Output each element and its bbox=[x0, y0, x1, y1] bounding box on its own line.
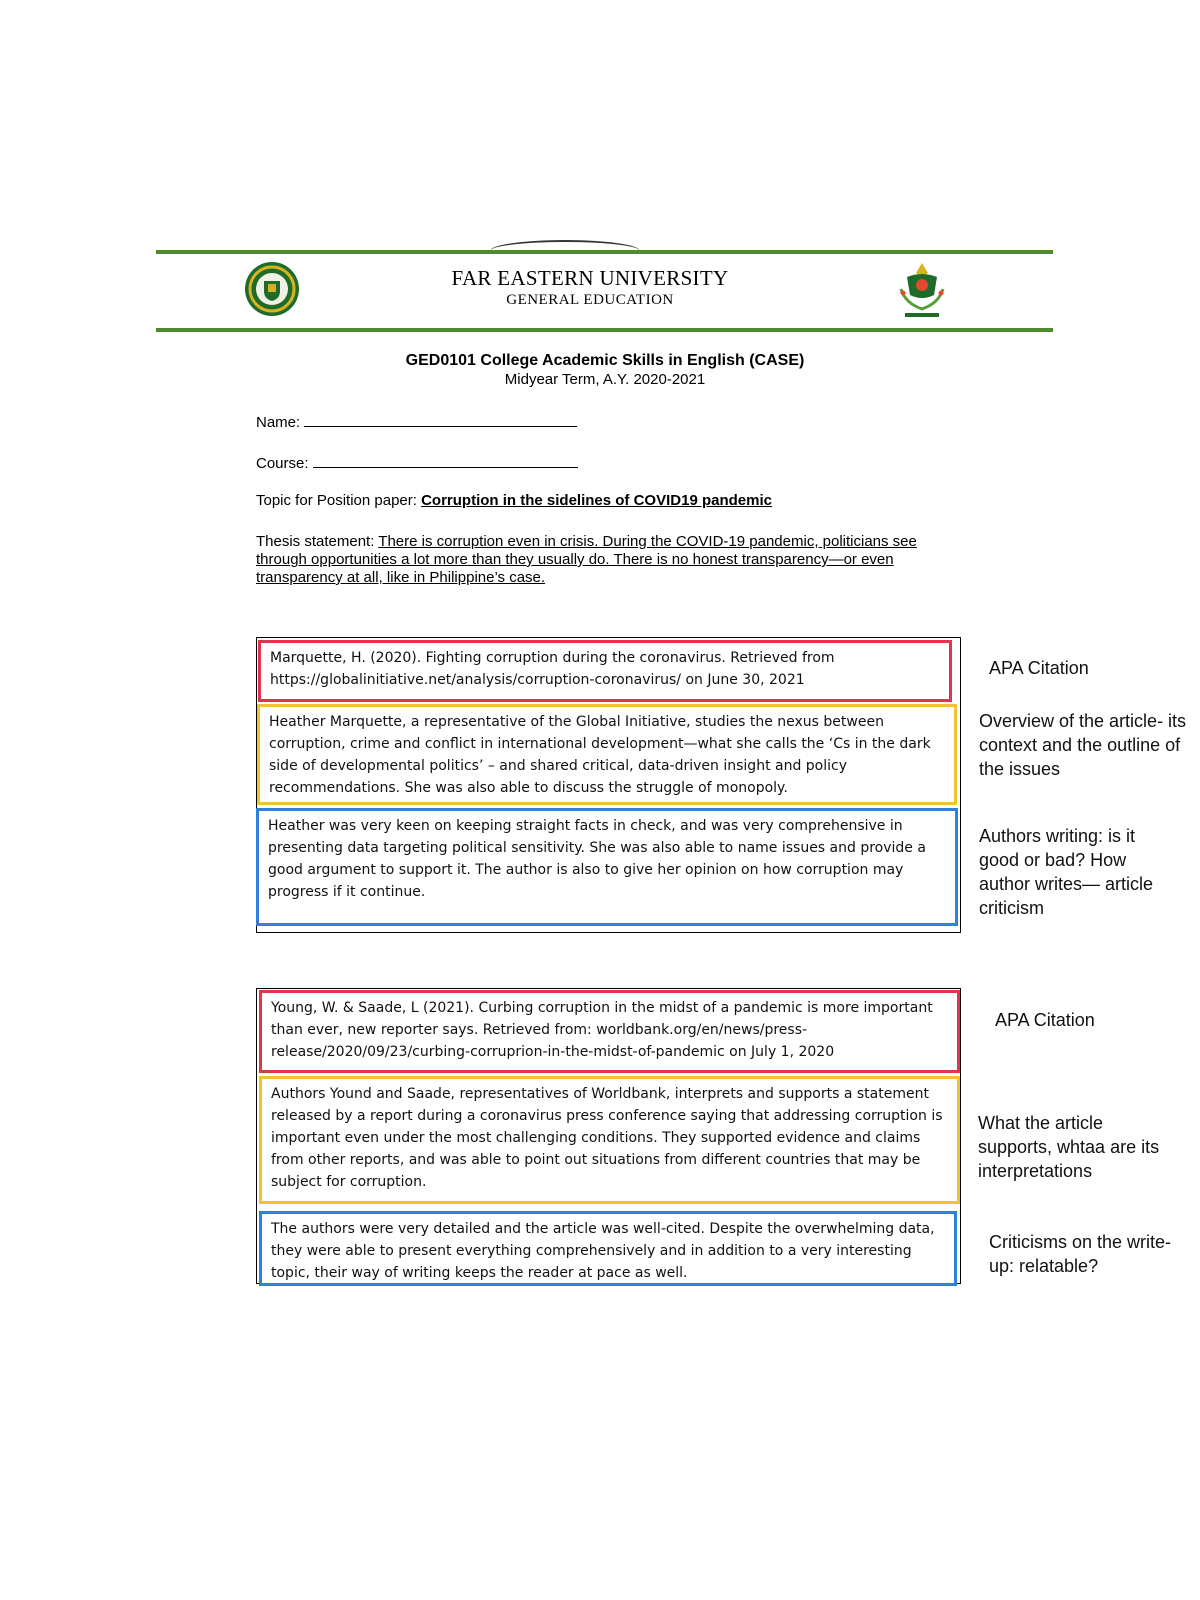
general-education-logo bbox=[893, 259, 951, 321]
source1-citation-box: Marquette, H. (2020). Fighting corruption during the coronavirus. Retrieved from https://globalinitiative.net/analysis/corruption-coronavirus/ on June 30, 2021 bbox=[258, 640, 952, 702]
note-overview-1: Overview of the article- its context and the outline of the issues bbox=[979, 711, 1187, 779]
course-term: Midyear Term, A.Y. 2020-2021 bbox=[504, 371, 706, 388]
source1-critique-box: Heather was very keen on keeping straight facts in check, and was very comprehensive in presenting data targeting political sensitivity. She was also able to name issues and provide a good argument to support it. The author is also to give her opinion on how corruption may progress if it continue. bbox=[256, 808, 958, 926]
source2-critique-box: The authors were very detailed and the article was well-cited. Despite the overwhelming data, they were able to present everything comprehensively and in addition to a very interesting topic, their way of writing keeps the reader at pace as well. bbox=[259, 1211, 957, 1286]
note-apa-citation-1: APA Citation bbox=[989, 658, 1089, 678]
course-field bbox=[256, 453, 578, 472]
thesis-value: There is corruption even in crisis. During the COVID-19 pandemic, politicians see through opportunities a lot more than they usually do. There is no honest transparency—or even transparency at all, like in Philippine’s case. bbox=[256, 533, 917, 586]
note-critique-2: Criticisms on the write-up: relatable? bbox=[989, 1232, 1172, 1276]
source2-overview-box: Authors Yound and Saade, representatives of Worldbank, interprets and supports a statement released by a report during a coronavirus press conference saying that addressing corruption is important even under the most challenging conditions. They supported evidence and claims from other reports, and was able to point out situations from different countries that may be subject for corruption. bbox=[259, 1076, 960, 1204]
note-apa-citation-2: APA Citation bbox=[995, 1010, 1095, 1030]
name-label: Name: bbox=[256, 414, 301, 431]
source2-citation-box: Young, W. & Saade, L (2021). Curbing corruption in the midst of a pandemic is more important than ever, new reporter says. Retrieved from: worldbank.org/en/news/press-release/2020/09/23/curbing-corruprion-in-the-midst-of-pandemic on July 1, 2020 bbox=[259, 990, 960, 1073]
topic-line bbox=[256, 492, 772, 509]
topic-label: Topic for Position paper: bbox=[256, 492, 417, 509]
thesis-statement bbox=[256, 533, 961, 587]
name-field bbox=[256, 412, 577, 431]
header-top-rule bbox=[156, 250, 1053, 254]
course-blank-line[interactable] bbox=[313, 453, 578, 468]
course-label: Course: bbox=[256, 455, 309, 472]
source1-overview-box: Heather Marquette, a representative of the Global Initiative, studies the nexus between corruption, crime and conflict in international development—what she calls the ‘Cs in the dark side of developmental politics’ – and shared critical, data-driven insight and policy recommendations. She was also able to discuss the struggle of monopoly. bbox=[257, 704, 957, 805]
note-overview-2: What the article supports, whtaa are its interpretations bbox=[978, 1113, 1160, 1181]
name-blank-line[interactable] bbox=[304, 412, 577, 427]
topic-value: Corruption in the sidelines of COVID19 pandemic bbox=[421, 492, 772, 509]
header-bottom-rule bbox=[156, 328, 1053, 332]
university-name: FAR EASTERN UNIVERSITY bbox=[451, 266, 729, 290]
note-critique-1: Authors writing: is it good or bad? How author writes— article criticism bbox=[979, 826, 1154, 918]
feu-seal-logo bbox=[244, 261, 300, 317]
course-title: GED0101 College Academic Skills in English (CASE) bbox=[405, 352, 805, 369]
thesis-label: Thesis statement: bbox=[256, 533, 375, 550]
department-name: GENERAL EDUCATION bbox=[506, 292, 674, 308]
